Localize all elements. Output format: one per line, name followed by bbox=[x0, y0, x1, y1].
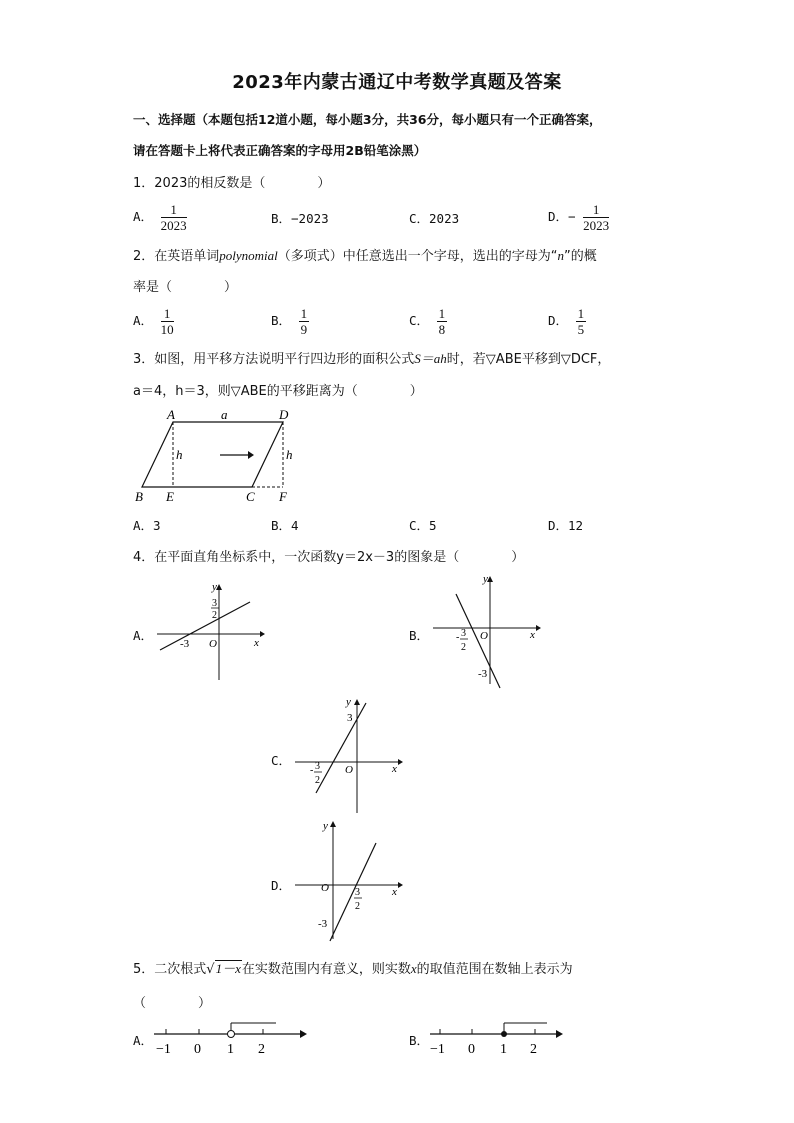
q3-option-b bbox=[271, 516, 299, 534]
q5-option-b-label: B． bbox=[409, 1033, 430, 1048]
q3-stem-line2: a＝4，h＝3，则▽ABE的平移距离为（ ） bbox=[133, 384, 423, 399]
y-intercept: 3 bbox=[347, 712, 353, 724]
page-title: 2023年内蒙古通辽中考数学真题及答案 bbox=[232, 72, 562, 93]
q2-stem bbox=[133, 245, 597, 264]
q1-option-b bbox=[271, 209, 329, 227]
frac-den: 2 bbox=[355, 901, 360, 912]
denominator: 2023 bbox=[583, 218, 610, 233]
option-label: B． bbox=[271, 313, 292, 328]
q1-stem: 1．2023的相反数是（ ） bbox=[133, 176, 331, 191]
q5-stem-a: 5．二次根式 bbox=[133, 962, 207, 977]
option-label: C． bbox=[409, 313, 430, 328]
fraction bbox=[161, 306, 174, 337]
label-A: A bbox=[167, 407, 175, 422]
denominator: 8 bbox=[438, 322, 446, 337]
numerator: 1 bbox=[161, 202, 187, 218]
q2-letter: n bbox=[557, 248, 565, 263]
q4-graph-a bbox=[152, 580, 267, 685]
option-text: 4 bbox=[291, 518, 299, 533]
label-E: E bbox=[166, 489, 174, 504]
parallelogram-figure bbox=[130, 405, 305, 505]
tick-label: 1 bbox=[227, 1042, 234, 1057]
axis-y: y bbox=[483, 573, 488, 585]
frac-num: 3 bbox=[212, 598, 217, 609]
q5-stem-c: 的取值范围在数轴上表示为 bbox=[416, 962, 573, 977]
q4-option-d-label: D． bbox=[271, 878, 292, 893]
fraction bbox=[437, 306, 448, 337]
q5-var: x bbox=[410, 961, 417, 976]
label-D: D bbox=[279, 407, 289, 422]
origin: O bbox=[209, 638, 217, 650]
y-intercept: -3 bbox=[478, 668, 488, 680]
option-text: −2023 bbox=[291, 211, 329, 226]
q3-stem-a: 3．如图，用平移方法说明平行四边形的面积公式 bbox=[133, 352, 415, 367]
q5-number-line-b bbox=[428, 1016, 588, 1060]
option-text: 12 bbox=[568, 518, 584, 533]
q3-option-c bbox=[409, 516, 437, 534]
tick-label: −1 bbox=[156, 1042, 171, 1057]
axis-y: y bbox=[346, 696, 351, 708]
option-text: 3 bbox=[153, 518, 161, 533]
axis-x: x bbox=[392, 763, 397, 775]
tick-label: 2 bbox=[530, 1042, 537, 1057]
option-label: B． bbox=[271, 518, 292, 533]
q4-stem: 4．在平面直角坐标系中，一次函数y＝2x－3的图象是（ ） bbox=[133, 550, 525, 565]
frac-den: 2 bbox=[461, 642, 466, 653]
axis-y: y bbox=[323, 820, 328, 832]
numerator: 1 bbox=[583, 202, 609, 218]
axis-x: x bbox=[392, 886, 397, 898]
numerator: 1 bbox=[577, 306, 585, 321]
frac-num: 3 bbox=[355, 887, 360, 898]
fraction bbox=[299, 306, 310, 337]
label-h-right: h bbox=[286, 447, 293, 462]
minus-sign: − bbox=[568, 209, 576, 224]
label-h-left: h bbox=[176, 447, 183, 462]
q2-stem-b: （多项式）中任意选出一个字母，选出的字母为“ bbox=[277, 249, 558, 264]
q2-option-b bbox=[271, 306, 309, 337]
frac-num: 3 bbox=[461, 628, 466, 639]
q5-number-line-a bbox=[152, 1016, 312, 1060]
numerator: 1 bbox=[300, 306, 308, 321]
origin: O bbox=[345, 764, 353, 776]
option-label: A． bbox=[133, 518, 154, 533]
q2-stem-line2: 率是（ ） bbox=[133, 280, 238, 295]
q5-option-a-label: A． bbox=[133, 1033, 154, 1048]
y-intercept: -3 bbox=[318, 918, 328, 930]
q1-option-d bbox=[548, 202, 609, 233]
label-a: a bbox=[221, 407, 228, 422]
section-header-line1: 一、选择题（本题包括12道小题，每小题3分，共36分，每小题只有一个正确答案， bbox=[133, 112, 602, 127]
q3-option-a bbox=[133, 516, 161, 534]
option-label: A． bbox=[133, 313, 154, 328]
q3-formula: S＝ah bbox=[414, 351, 447, 366]
q1-option-a bbox=[133, 202, 187, 233]
origin: O bbox=[321, 882, 329, 894]
q3-option-d bbox=[548, 516, 583, 534]
option-text: 5 bbox=[429, 518, 437, 533]
option-label: D． bbox=[548, 518, 569, 533]
q4-graph-c bbox=[290, 695, 405, 817]
q2-option-a bbox=[133, 306, 174, 337]
q3-stem bbox=[133, 348, 610, 367]
q4-option-a-label: A． bbox=[133, 628, 154, 643]
x-intercept: -3 bbox=[180, 638, 190, 650]
q2-stem-a: 2．在英语单词 bbox=[133, 249, 220, 264]
q4-graph-b bbox=[428, 572, 543, 690]
tick-label: 1 bbox=[500, 1042, 507, 1057]
frac-minus: - bbox=[456, 632, 460, 643]
section-header-line2: 请在答题卡上将代表正确答案的字母用2B铅笔涂黑） bbox=[133, 143, 427, 158]
q2-word: polynomial bbox=[219, 248, 278, 263]
numerator: 1 bbox=[161, 306, 174, 322]
q2-option-d bbox=[548, 306, 586, 337]
origin: O bbox=[480, 630, 488, 642]
tick-label: 0 bbox=[194, 1042, 201, 1057]
tick-label: 0 bbox=[468, 1042, 475, 1057]
denominator: 10 bbox=[160, 322, 174, 337]
q4-option-b-label: B． bbox=[409, 628, 430, 643]
q5-stem-b: 在实数范围内有意义，则实数 bbox=[241, 962, 411, 977]
axis-y: y bbox=[212, 581, 217, 593]
sqrt-icon: √ bbox=[206, 962, 215, 977]
q5-stem-line2: （ ） bbox=[133, 996, 212, 1011]
label-F: F bbox=[279, 489, 287, 504]
q3-stem-b: 时，若▽ABE平移到▽DCF， bbox=[446, 352, 611, 367]
label-B: B bbox=[135, 489, 143, 504]
option-label: D． bbox=[548, 209, 569, 224]
q4-option-c-label: C． bbox=[271, 753, 292, 768]
label-C: C bbox=[246, 489, 255, 504]
q2-option-c bbox=[409, 306, 447, 337]
q2-stem-c: ”的概 bbox=[564, 249, 597, 264]
tick-label: −1 bbox=[430, 1042, 445, 1057]
fraction bbox=[583, 202, 609, 233]
option-text: 2023 bbox=[429, 211, 460, 226]
frac-num: 3 bbox=[315, 761, 320, 772]
option-label: C． bbox=[409, 518, 430, 533]
option-label: B． bbox=[271, 211, 292, 226]
tick-label: 2 bbox=[258, 1042, 265, 1057]
numerator: 1 bbox=[438, 306, 446, 321]
frac-minus: - bbox=[310, 765, 314, 776]
q5-radicand: 1－x bbox=[215, 961, 241, 976]
option-label: D． bbox=[548, 313, 569, 328]
denominator: 9 bbox=[300, 322, 308, 337]
axis-x: x bbox=[254, 637, 259, 649]
frac-den: 2 bbox=[315, 775, 320, 786]
option-label: A． bbox=[133, 209, 154, 224]
denominator: 2023 bbox=[160, 218, 187, 233]
q5-stem bbox=[133, 958, 573, 977]
q1-option-c bbox=[409, 209, 459, 227]
denominator: 5 bbox=[577, 322, 585, 337]
frac-den: 2 bbox=[212, 610, 217, 621]
axis-x: x bbox=[530, 629, 535, 641]
option-label: C． bbox=[409, 211, 430, 226]
fraction bbox=[161, 202, 187, 233]
q4-graph-d bbox=[290, 817, 405, 943]
fraction bbox=[576, 306, 587, 337]
